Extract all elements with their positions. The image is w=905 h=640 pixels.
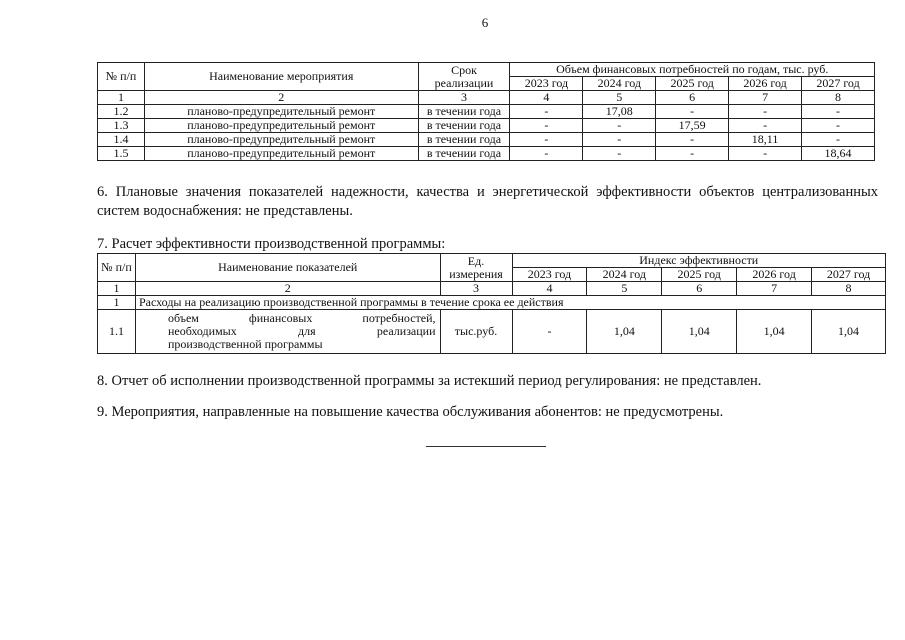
table-row <box>98 133 875 147</box>
index-cell: 6 <box>662 282 737 296</box>
page-number: 6 <box>481 15 489 30</box>
index-cell: 1 <box>98 282 136 296</box>
row-value: - <box>729 105 802 119</box>
row-value: - <box>656 147 729 161</box>
index-cell: 3 <box>418 91 510 105</box>
table-row <box>98 105 875 119</box>
row-value: 17,08 <box>583 105 656 119</box>
row-name: планово-предупредительный ремонт <box>144 105 418 119</box>
row-value: 1,04 <box>587 310 662 354</box>
header-year: 2023 год <box>512 268 587 282</box>
row-value: 18,11 <box>729 133 802 147</box>
index-cell: 3 <box>440 282 512 296</box>
index-cell: 2 <box>144 91 418 105</box>
row-term: в течении года <box>418 105 510 119</box>
header-num: № п/п <box>98 254 136 282</box>
header-year: 2027 год <box>802 77 875 91</box>
index-cell: 7 <box>737 282 812 296</box>
section-8-paragraph: 8. Отчет об исполнении производственной программы за истекший период регулирования: не представлен. <box>97 373 762 389</box>
row-num: 1.5 <box>98 147 145 161</box>
row-value: - <box>583 119 656 133</box>
row-value: 17,59 <box>656 119 729 133</box>
header-name: Наименование мероприятия <box>144 63 418 91</box>
index-cell: 2 <box>135 282 440 296</box>
row-value: - <box>583 147 656 161</box>
row-value: - <box>802 119 875 133</box>
header-year: 2026 год <box>737 268 812 282</box>
index-cell: 4 <box>510 91 583 105</box>
table-row <box>98 147 875 161</box>
index-cell: 6 <box>656 91 729 105</box>
section-title: Расходы на реализацию производственной программы в течение срока ее действия <box>135 296 885 310</box>
index-cell: 8 <box>802 91 875 105</box>
index-cell: 5 <box>587 282 662 296</box>
row-name-line: объем финансовых потребностей, <box>167 311 436 325</box>
row-value: - <box>729 119 802 133</box>
row-value: - <box>510 133 583 147</box>
row-value: 1,04 <box>812 310 886 354</box>
header-year: 2027 год <box>812 268 886 282</box>
row-name <box>135 310 440 354</box>
row-value: - <box>656 105 729 119</box>
row-value: 1,04 <box>737 310 812 354</box>
header-volume: Объем финансовых потребностей по годам, тыс. руб. <box>510 63 875 77</box>
section-6-paragraph: 6. Плановые значения показателей надежности, качества и энергетической эффективности объектов централизованных систем водоснабжения: не представлены. <box>97 184 878 219</box>
table-row <box>98 310 886 354</box>
row-name: планово-предупредительный ремонт <box>144 133 418 147</box>
row-name: планово-предупредительный ремонт <box>144 119 418 133</box>
row-value: - <box>729 147 802 161</box>
header-year: 2025 год <box>656 77 729 91</box>
row-value: - <box>802 105 875 119</box>
index-cell: 8 <box>812 282 886 296</box>
closing-rule <box>426 446 546 447</box>
header-unit: Ед. измерения <box>440 254 512 282</box>
index-cell: 7 <box>729 91 802 105</box>
row-value: 1,04 <box>662 310 737 354</box>
index-cell: 1 <box>98 91 145 105</box>
row-name-line: производственной программы <box>167 337 323 351</box>
table-index-row <box>98 91 875 105</box>
row-num: 1.2 <box>98 105 145 119</box>
row-num: 1.4 <box>98 133 145 147</box>
header-year: 2025 год <box>662 268 737 282</box>
row-term: в течении года <box>418 147 510 161</box>
table-section-row <box>98 296 886 310</box>
header-year: 2026 год <box>729 77 802 91</box>
header-year: 2024 год <box>583 77 656 91</box>
row-value: - <box>583 133 656 147</box>
row-unit: тыс.руб. <box>440 310 512 354</box>
row-value: - <box>656 133 729 147</box>
financial-needs-table <box>97 62 875 161</box>
table-row <box>98 119 875 133</box>
row-value: - <box>510 105 583 119</box>
header-term: Срок реализации <box>418 63 510 91</box>
index-cell: 4 <box>512 282 587 296</box>
row-value: - <box>802 133 875 147</box>
header-index: Индекс эффективности <box>512 254 886 268</box>
row-value: - <box>510 119 583 133</box>
index-cell: 5 <box>583 91 656 105</box>
header-year: 2023 год <box>510 77 583 91</box>
row-value: - <box>512 310 587 354</box>
row-num: 1.1 <box>98 310 136 354</box>
row-term: в течении года <box>418 133 510 147</box>
efficiency-table <box>97 253 886 354</box>
header-year: 2024 год <box>587 268 662 282</box>
row-num: 1.3 <box>98 119 145 133</box>
table-index-row <box>98 282 886 296</box>
row-name-line: необходимых для реализации <box>167 324 436 338</box>
row-value: 18,64 <box>802 147 875 161</box>
row-term: в течении года <box>418 119 510 133</box>
section-9-paragraph: 9. Мероприятия, направленные на повышение качества обслуживания абонентов: не предусмотрены. <box>97 404 724 420</box>
section-7-heading: 7. Расчет эффективности производственной программы: <box>97 236 446 252</box>
header-num: № п/п <box>98 63 145 91</box>
section-num: 1 <box>98 296 136 310</box>
header-name: Наименование показателей <box>135 254 440 282</box>
row-name: планово-предупредительный ремонт <box>144 147 418 161</box>
row-value: - <box>510 147 583 161</box>
